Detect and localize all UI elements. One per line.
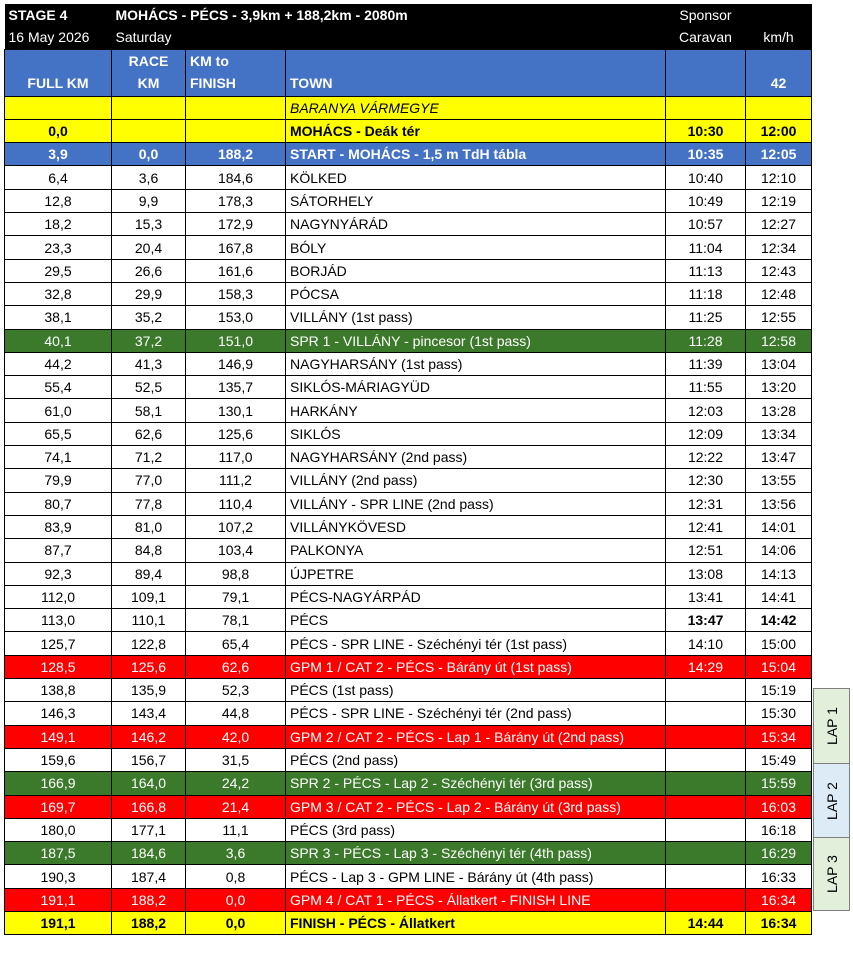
race-time-cell: 15:30 bbox=[746, 702, 812, 725]
town-cell: VILLÁNY (1st pass) bbox=[286, 306, 666, 329]
caravan-time-cell bbox=[666, 818, 746, 841]
caravan-time-cell: 12:41 bbox=[666, 515, 746, 538]
town-cell: BORJÁD bbox=[286, 259, 666, 282]
race-km-cell: 29,9 bbox=[112, 282, 186, 305]
race-time-cell: 13:20 bbox=[746, 376, 812, 399]
lap-3-text: LAP 3 bbox=[823, 855, 840, 893]
km-to-finish-cell: 3,6 bbox=[186, 842, 286, 865]
full-km-cell: 149,1 bbox=[5, 725, 112, 748]
itinerary-row bbox=[5, 399, 812, 422]
town-cell: VILLÁNYKÖVESD bbox=[286, 515, 666, 538]
km-to-finish-cell: 0,0 bbox=[186, 911, 286, 934]
full-km-cell: 166,9 bbox=[5, 772, 112, 795]
full-km-cell: 138,8 bbox=[5, 679, 112, 702]
race-time-cell bbox=[746, 96, 812, 119]
race-time-cell: 14:42 bbox=[746, 609, 812, 632]
blank-header-cell bbox=[746, 4, 812, 26]
town-cell: PÉCS bbox=[286, 609, 666, 632]
race-time-cell: 13:47 bbox=[746, 446, 812, 469]
km-to-finish-cell bbox=[186, 119, 286, 142]
race-km-cell: 77,8 bbox=[112, 492, 186, 515]
itinerary-row bbox=[5, 329, 812, 352]
date-header-row bbox=[5, 26, 812, 49]
race-km-cell: 188,2 bbox=[112, 888, 186, 911]
sponsor-label: Sponsor bbox=[666, 4, 746, 26]
km-to-finish-cell: 172,9 bbox=[186, 213, 286, 236]
caravan-time-cell: 12:31 bbox=[666, 492, 746, 515]
col-caravan bbox=[666, 49, 746, 96]
full-km-cell: 61,0 bbox=[5, 399, 112, 422]
km-to-finish-cell: 151,0 bbox=[186, 329, 286, 352]
caravan-time-cell bbox=[666, 725, 746, 748]
stage-route: MOHÁCS - PÉCS - 3,9km + 188,2km - 2080m bbox=[112, 4, 666, 26]
town-cell: NAGYNYÁRÁD bbox=[286, 213, 666, 236]
race-km-cell: 26,6 bbox=[112, 259, 186, 282]
race-time-cell: 16:34 bbox=[746, 888, 812, 911]
town-cell: GPM 2 / CAT 2 - PÉCS - Lap 1 - Bárány út (2nd pass) bbox=[286, 725, 666, 748]
full-km-cell: 87,7 bbox=[5, 539, 112, 562]
full-km-cell: 18,2 bbox=[5, 213, 112, 236]
race-time-cell: 14:13 bbox=[746, 562, 812, 585]
town-cell: GPM 3 / CAT 2 - PÉCS - Lap 2 - Bárány út (3rd pass) bbox=[286, 795, 666, 818]
race-km-cell: 0,0 bbox=[112, 143, 186, 166]
race-time-cell: 12:55 bbox=[746, 306, 812, 329]
itinerary-row bbox=[5, 585, 812, 608]
race-km-cell: 125,6 bbox=[112, 655, 186, 678]
itinerary-row bbox=[5, 446, 812, 469]
race-km-cell: 37,2 bbox=[112, 329, 186, 352]
race-km-cell: 156,7 bbox=[112, 748, 186, 771]
km-to-finish-cell: 31,5 bbox=[186, 748, 286, 771]
full-km-cell: 169,7 bbox=[5, 795, 112, 818]
race-time-cell: 15:00 bbox=[746, 632, 812, 655]
km-to-finish-cell: 111,2 bbox=[186, 469, 286, 492]
caravan-time-cell: 12:51 bbox=[666, 539, 746, 562]
race-time-cell: 14:01 bbox=[746, 515, 812, 538]
race-km-cell bbox=[112, 119, 186, 142]
town-cell: HARKÁNY bbox=[286, 399, 666, 422]
full-km-cell: 12,8 bbox=[5, 189, 112, 212]
itinerary-row bbox=[5, 818, 812, 841]
itinerary-row bbox=[5, 143, 812, 166]
town-cell: VILLÁNY (2nd pass) bbox=[286, 469, 666, 492]
town-cell: PÉCS (3rd pass) bbox=[286, 818, 666, 841]
race-km-cell: 166,8 bbox=[112, 795, 186, 818]
full-km-cell: 3,9 bbox=[5, 143, 112, 166]
itinerary-row bbox=[5, 655, 812, 678]
col-full-km: FULL KM bbox=[5, 49, 112, 96]
col-town: TOWN bbox=[286, 49, 666, 96]
race-time-cell: 15:04 bbox=[746, 655, 812, 678]
full-km-cell: 92,3 bbox=[5, 562, 112, 585]
race-km-cell: 35,2 bbox=[112, 306, 186, 329]
race-time-cell: 12:43 bbox=[746, 259, 812, 282]
full-km-cell: 6,4 bbox=[5, 166, 112, 189]
itinerary-row bbox=[5, 469, 812, 492]
race-km-cell bbox=[112, 96, 186, 119]
itinerary-row bbox=[5, 748, 812, 771]
town-cell: GPM 4 / CAT 1 - PÉCS - Állatkert - FINISH LINE bbox=[286, 888, 666, 911]
race-time-cell: 12:48 bbox=[746, 282, 812, 305]
town-cell: PALKONYA bbox=[286, 539, 666, 562]
race-time-cell: 16:29 bbox=[746, 842, 812, 865]
race-km-cell: 15,3 bbox=[112, 213, 186, 236]
race-time-cell: 13:56 bbox=[746, 492, 812, 515]
km-to-finish-cell: 110,4 bbox=[186, 492, 286, 515]
caravan-time-cell bbox=[666, 795, 746, 818]
caravan-time-cell: 10:30 bbox=[666, 119, 746, 142]
town-cell: PÉCS - SPR LINE - Széchényi tér (1st pass) bbox=[286, 632, 666, 655]
lap-1-text: LAP 1 bbox=[823, 707, 840, 745]
full-km-cell: 125,7 bbox=[5, 632, 112, 655]
town-cell: PÉCS - SPR LINE - Széchényi tér (2nd pass) bbox=[286, 702, 666, 725]
race-time-cell: 12:27 bbox=[746, 213, 812, 236]
itinerary-row bbox=[5, 492, 812, 515]
itinerary-row bbox=[5, 702, 812, 725]
town-cell: VILLÁNY - SPR LINE (2nd pass) bbox=[286, 492, 666, 515]
caravan-time-cell: 12:09 bbox=[666, 422, 746, 445]
race-km-cell: 110,1 bbox=[112, 609, 186, 632]
caravan-time-cell bbox=[666, 842, 746, 865]
col-race-km-line1: RACE bbox=[128, 52, 169, 69]
itinerary-row bbox=[5, 259, 812, 282]
race-km-cell: 184,6 bbox=[112, 842, 186, 865]
full-km-cell: 191,1 bbox=[5, 888, 112, 911]
col-km-to-line1: KM to bbox=[190, 52, 229, 69]
km-to-finish-cell: 65,4 bbox=[186, 632, 286, 655]
col-race-km bbox=[112, 49, 186, 96]
race-km-cell: 58,1 bbox=[112, 399, 186, 422]
lap-2-text: LAP 2 bbox=[823, 782, 840, 820]
column-header-row bbox=[5, 49, 812, 96]
km-to-finish-cell: 184,6 bbox=[186, 166, 286, 189]
town-cell: KÖLKED bbox=[286, 166, 666, 189]
km-to-finish-cell: 0,0 bbox=[186, 888, 286, 911]
caravan-time-cell: 10:35 bbox=[666, 143, 746, 166]
town-cell: SPR 3 - PÉCS - Lap 3 - Széchényi tér (4th pass) bbox=[286, 842, 666, 865]
town-cell: PÉCS-NAGYÁRPÁD bbox=[286, 585, 666, 608]
caravan-time-cell: 11:55 bbox=[666, 376, 746, 399]
itinerary-row bbox=[5, 888, 812, 911]
itinerary-row bbox=[5, 842, 812, 865]
race-time-cell: 13:28 bbox=[746, 399, 812, 422]
itinerary-row bbox=[5, 282, 812, 305]
lap-2-label bbox=[813, 763, 850, 839]
town-cell: PÉCS (2nd pass) bbox=[286, 748, 666, 771]
race-km-cell: 3,6 bbox=[112, 166, 186, 189]
km-to-finish-cell: 78,1 bbox=[186, 609, 286, 632]
race-time-cell: 12:19 bbox=[746, 189, 812, 212]
town-cell: NAGYHARSÁNY (2nd pass) bbox=[286, 446, 666, 469]
race-km-cell: 20,4 bbox=[112, 236, 186, 259]
itinerary-row bbox=[5, 119, 812, 142]
itinerary-row bbox=[5, 609, 812, 632]
km-to-finish-cell: 11,1 bbox=[186, 818, 286, 841]
km-to-finish-cell: 161,6 bbox=[186, 259, 286, 282]
km-to-finish-cell: 0,8 bbox=[186, 865, 286, 888]
km-to-finish-cell: 188,2 bbox=[186, 143, 286, 166]
stage-weekday: Saturday bbox=[112, 26, 666, 49]
full-km-cell: 55,4 bbox=[5, 376, 112, 399]
full-km-cell: 146,3 bbox=[5, 702, 112, 725]
caravan-time-cell: 14:29 bbox=[666, 655, 746, 678]
caravan-time-cell: 10:57 bbox=[666, 213, 746, 236]
km-to-finish-cell: 130,1 bbox=[186, 399, 286, 422]
caravan-time-cell: 11:18 bbox=[666, 282, 746, 305]
km-to-finish-cell: 79,1 bbox=[186, 585, 286, 608]
caravan-time-cell: 11:04 bbox=[666, 236, 746, 259]
full-km-cell: 80,7 bbox=[5, 492, 112, 515]
race-time-cell: 12:10 bbox=[746, 166, 812, 189]
caravan-time-cell: 10:40 bbox=[666, 166, 746, 189]
race-time-cell: 14:41 bbox=[746, 585, 812, 608]
race-time-cell: 15:19 bbox=[746, 679, 812, 702]
town-cell: PÉCS (1st pass) bbox=[286, 679, 666, 702]
race-km-cell: 89,4 bbox=[112, 562, 186, 585]
itinerary-row bbox=[5, 422, 812, 445]
stage-label: STAGE 4 bbox=[5, 4, 112, 26]
itinerary-row bbox=[5, 725, 812, 748]
full-km-cell: 190,3 bbox=[5, 865, 112, 888]
km-to-finish-cell: 167,8 bbox=[186, 236, 286, 259]
lap-3-label bbox=[813, 837, 850, 911]
km-to-finish-cell: 21,4 bbox=[186, 795, 286, 818]
race-km-cell: 177,1 bbox=[112, 818, 186, 841]
itinerary-row bbox=[5, 236, 812, 259]
caravan-time-cell bbox=[666, 865, 746, 888]
km-to-finish-cell: 107,2 bbox=[186, 515, 286, 538]
full-km-cell: 44,2 bbox=[5, 352, 112, 375]
race-km-cell: 188,2 bbox=[112, 911, 186, 934]
full-km-cell: 180,0 bbox=[5, 818, 112, 841]
town-cell: SÁTORHELY bbox=[286, 189, 666, 212]
full-km-cell: 32,8 bbox=[5, 282, 112, 305]
full-km-cell: 23,3 bbox=[5, 236, 112, 259]
itinerary-row bbox=[5, 795, 812, 818]
race-time-cell: 15:59 bbox=[746, 772, 812, 795]
km-to-finish-cell: 135,7 bbox=[186, 376, 286, 399]
town-cell: ÚJPETRE bbox=[286, 562, 666, 585]
kmh-label: km/h bbox=[746, 26, 812, 49]
km-to-finish-cell: 52,3 bbox=[186, 679, 286, 702]
full-km-cell: 191,1 bbox=[5, 911, 112, 934]
stage-header-row bbox=[5, 4, 812, 26]
col-speed: 42 bbox=[746, 49, 812, 96]
race-km-cell: 143,4 bbox=[112, 702, 186, 725]
caravan-time-cell: 13:08 bbox=[666, 562, 746, 585]
km-to-finish-cell: 42,0 bbox=[186, 725, 286, 748]
race-km-cell: 77,0 bbox=[112, 469, 186, 492]
town-cell: FINISH - PÉCS - Állatkert bbox=[286, 911, 666, 934]
caravan-time-cell: 14:44 bbox=[666, 911, 746, 934]
town-cell: MOHÁCS - Deák tér bbox=[286, 119, 666, 142]
col-km-to-line2: FINISH bbox=[190, 74, 236, 91]
itinerary-row bbox=[5, 679, 812, 702]
caravan-time-cell: 11:39 bbox=[666, 352, 746, 375]
race-time-cell: 16:18 bbox=[746, 818, 812, 841]
caravan-time-cell: 11:13 bbox=[666, 259, 746, 282]
race-time-cell: 13:34 bbox=[746, 422, 812, 445]
km-to-finish-cell: 125,6 bbox=[186, 422, 286, 445]
town-cell: SPR 2 - PÉCS - Lap 2 - Széchényi tér (3rd pass) bbox=[286, 772, 666, 795]
race-time-cell: 12:34 bbox=[746, 236, 812, 259]
town-cell: SIKLÓS-MÁRIAGYÜD bbox=[286, 376, 666, 399]
stage-date: 16 May 2026 bbox=[5, 26, 112, 49]
race-time-cell: 13:55 bbox=[746, 469, 812, 492]
km-to-finish-cell: 24,2 bbox=[186, 772, 286, 795]
full-km-cell: 0,0 bbox=[5, 119, 112, 142]
itinerary-table bbox=[4, 4, 812, 935]
km-to-finish-cell: 146,9 bbox=[186, 352, 286, 375]
km-to-finish-cell: 117,0 bbox=[186, 446, 286, 469]
itinerary-row bbox=[5, 772, 812, 795]
itinerary-row bbox=[5, 376, 812, 399]
itinerary-row bbox=[5, 515, 812, 538]
itinerary-row bbox=[5, 213, 812, 236]
full-km-cell: 40,1 bbox=[5, 329, 112, 352]
caravan-time-cell: 13:47 bbox=[666, 609, 746, 632]
caravan-time-cell: 10:49 bbox=[666, 189, 746, 212]
town-cell: NAGYHARSÁNY (1st pass) bbox=[286, 352, 666, 375]
km-to-finish-cell: 178,3 bbox=[186, 189, 286, 212]
full-km-cell bbox=[5, 96, 112, 119]
itinerary-row bbox=[5, 306, 812, 329]
col-race-km-line2: KM bbox=[137, 74, 160, 91]
km-to-finish-cell: 158,3 bbox=[186, 282, 286, 305]
race-time-cell: 16:03 bbox=[746, 795, 812, 818]
race-time-cell: 13:04 bbox=[746, 352, 812, 375]
race-time-cell: 15:34 bbox=[746, 725, 812, 748]
town-cell: SPR 1 - VILLÁNY - pincesor (1st pass) bbox=[286, 329, 666, 352]
itinerary-row bbox=[5, 865, 812, 888]
full-km-cell: 187,5 bbox=[5, 842, 112, 865]
full-km-cell: 74,1 bbox=[5, 446, 112, 469]
town-cell: SIKLÓS bbox=[286, 422, 666, 445]
town-cell: GPM 1 / CAT 2 - PÉCS - Bárány út (1st pass) bbox=[286, 655, 666, 678]
race-time-cell: 15:49 bbox=[746, 748, 812, 771]
race-km-cell: 122,8 bbox=[112, 632, 186, 655]
race-km-cell: 84,8 bbox=[112, 539, 186, 562]
km-to-finish-cell: 44,8 bbox=[186, 702, 286, 725]
caravan-label: Caravan bbox=[666, 26, 746, 49]
race-time-cell: 12:00 bbox=[746, 119, 812, 142]
itinerary-row bbox=[5, 189, 812, 212]
town-cell: PÓCSA bbox=[286, 282, 666, 305]
km-to-finish-cell: 153,0 bbox=[186, 306, 286, 329]
km-to-finish-cell: 103,4 bbox=[186, 539, 286, 562]
race-km-cell: 71,2 bbox=[112, 446, 186, 469]
caravan-time-cell: 11:28 bbox=[666, 329, 746, 352]
full-km-cell: 113,0 bbox=[5, 609, 112, 632]
race-km-cell: 109,1 bbox=[112, 585, 186, 608]
itinerary-row bbox=[5, 911, 812, 934]
race-km-cell: 52,5 bbox=[112, 376, 186, 399]
full-km-cell: 79,9 bbox=[5, 469, 112, 492]
caravan-time-cell: 12:30 bbox=[666, 469, 746, 492]
caravan-time-cell bbox=[666, 679, 746, 702]
caravan-time-cell bbox=[666, 748, 746, 771]
race-km-cell: 9,9 bbox=[112, 189, 186, 212]
race-time-cell: 16:34 bbox=[746, 911, 812, 934]
km-to-finish-cell bbox=[186, 96, 286, 119]
race-time-cell: 16:33 bbox=[746, 865, 812, 888]
caravan-time-cell: 11:25 bbox=[666, 306, 746, 329]
race-km-cell: 146,2 bbox=[112, 725, 186, 748]
itinerary-row bbox=[5, 562, 812, 585]
race-time-cell: 14:06 bbox=[746, 539, 812, 562]
caravan-time-cell: 13:41 bbox=[666, 585, 746, 608]
race-time-cell: 12:05 bbox=[746, 143, 812, 166]
caravan-time-cell bbox=[666, 96, 746, 119]
caravan-time-cell bbox=[666, 888, 746, 911]
itinerary-row bbox=[5, 352, 812, 375]
full-km-cell: 38,1 bbox=[5, 306, 112, 329]
race-time-cell: 12:58 bbox=[746, 329, 812, 352]
race-km-cell: 187,4 bbox=[112, 865, 186, 888]
race-km-cell: 41,3 bbox=[112, 352, 186, 375]
col-km-to-finish bbox=[186, 49, 286, 96]
full-km-cell: 159,6 bbox=[5, 748, 112, 771]
race-km-cell: 135,9 bbox=[112, 679, 186, 702]
km-to-finish-cell: 62,6 bbox=[186, 655, 286, 678]
caravan-time-cell: 14:10 bbox=[666, 632, 746, 655]
itinerary-row bbox=[5, 539, 812, 562]
lap-1-label bbox=[813, 688, 850, 764]
full-km-cell: 112,0 bbox=[5, 585, 112, 608]
town-cell: BÓLY bbox=[286, 236, 666, 259]
full-km-cell: 29,5 bbox=[5, 259, 112, 282]
race-km-cell: 62,6 bbox=[112, 422, 186, 445]
town-cell: START - MOHÁCS - 1,5 m TdH tábla bbox=[286, 143, 666, 166]
race-km-cell: 81,0 bbox=[112, 515, 186, 538]
full-km-cell: 128,5 bbox=[5, 655, 112, 678]
caravan-time-cell bbox=[666, 702, 746, 725]
full-km-cell: 65,5 bbox=[5, 422, 112, 445]
caravan-time-cell: 12:22 bbox=[666, 446, 746, 469]
race-km-cell: 164,0 bbox=[112, 772, 186, 795]
km-to-finish-cell: 98,8 bbox=[186, 562, 286, 585]
itinerary-row bbox=[5, 632, 812, 655]
town-cell: BARANYA VÁRMEGYE bbox=[286, 96, 666, 119]
full-km-cell: 83,9 bbox=[5, 515, 112, 538]
itinerary-row bbox=[5, 96, 812, 119]
caravan-time-cell: 12:03 bbox=[666, 399, 746, 422]
caravan-time-cell bbox=[666, 772, 746, 795]
town-cell: PÉCS - Lap 3 - GPM LINE - Bárány út (4th pass) bbox=[286, 865, 666, 888]
itinerary-row bbox=[5, 166, 812, 189]
